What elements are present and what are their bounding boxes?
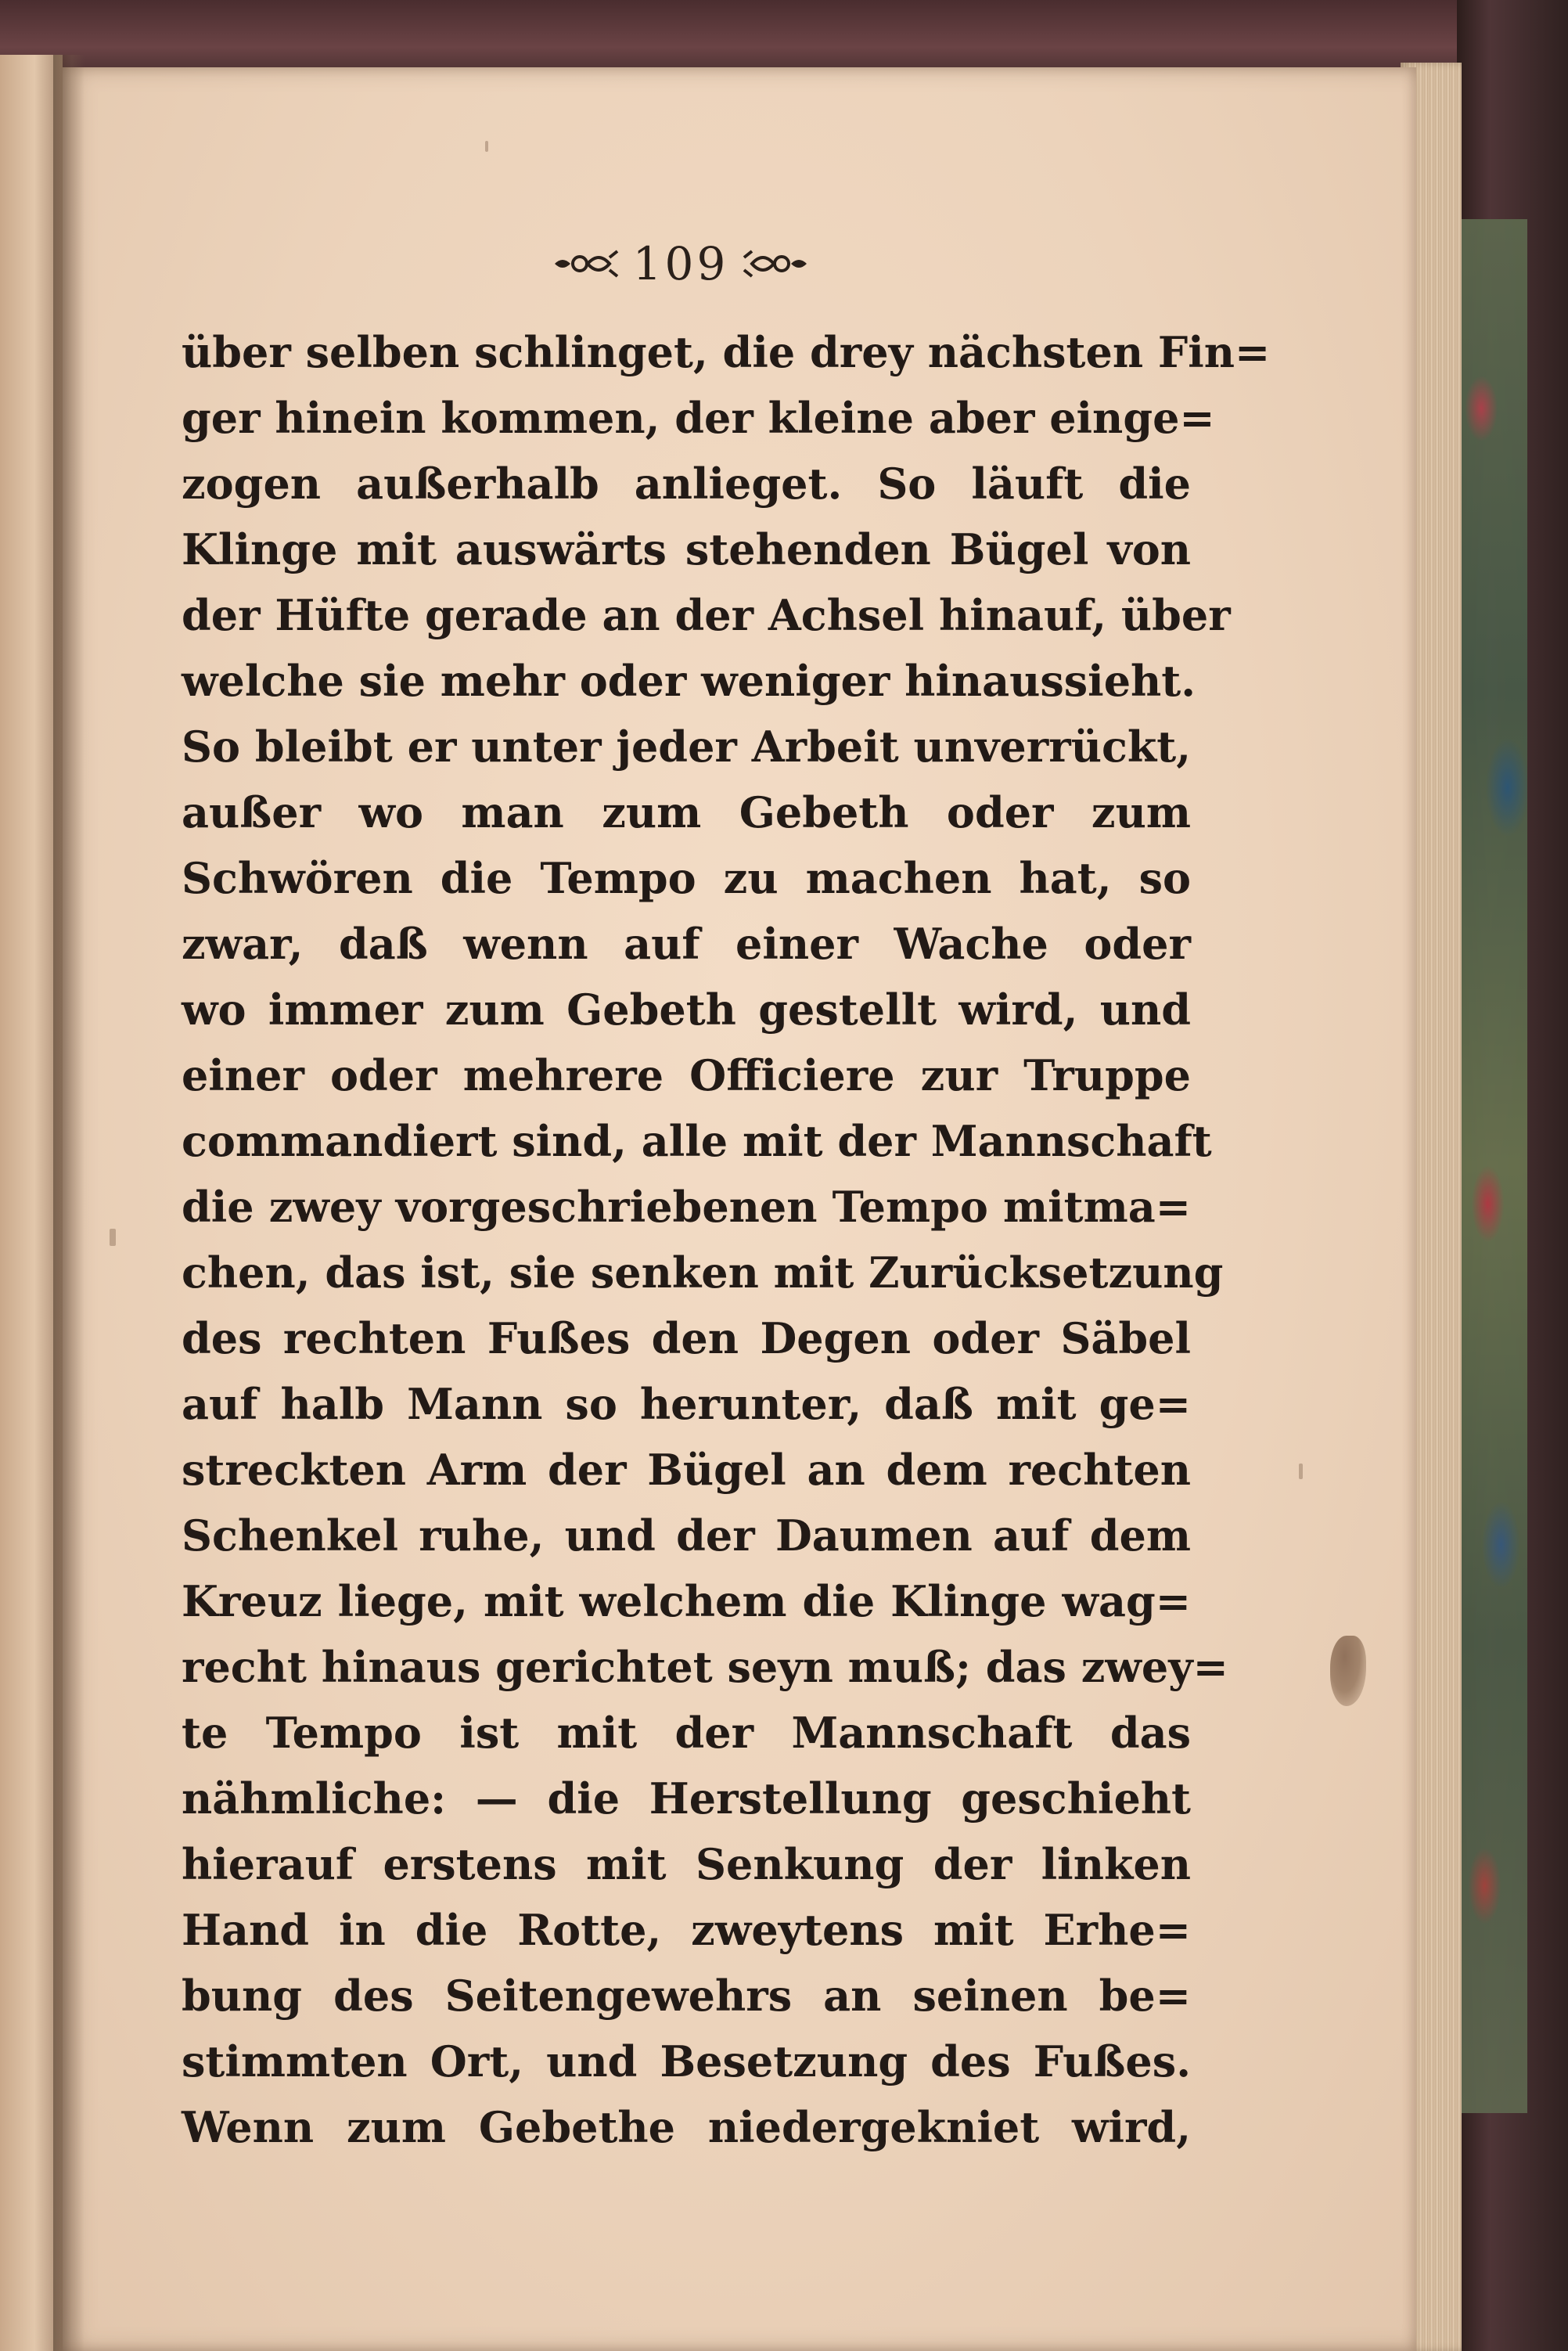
marbled-endpaper	[1462, 219, 1527, 2113]
text-line: bung des Seitengewehrs an seinen be=	[182, 1971, 1191, 2021]
text-line: commandiert sind, alle mit der Mannschaft	[182, 1116, 1212, 1166]
text-line: ger hinein kommen, der kleine aber einge=	[182, 393, 1215, 443]
paper-fleck	[110, 1229, 116, 1246]
text-line: So bleibt er unter jeder Arbeit unverrückt,	[182, 722, 1191, 772]
book-gutter	[53, 55, 85, 2351]
text-line: des rechten Fußes den Degen oder Säbel	[182, 1313, 1191, 1363]
text-line: hierauf erstens mit Senkung der linken	[182, 1839, 1191, 1889]
text-line: auf halb Mann so herunter, daß mit ge=	[182, 1379, 1191, 1429]
text-line: Hand in die Rotte, zweytens mit Erhe=	[182, 1905, 1191, 1955]
page-body-text	[182, 319, 1271, 2152]
text-line: recht hinaus gerichtet seyn muß; das zwey=	[182, 1642, 1228, 1692]
text-line: zwar, daß wenn auf einer Wache oder	[182, 919, 1191, 969]
left-ornament-icon	[552, 240, 619, 287]
text-line: welche sie mehr oder weniger hinaussieht.	[182, 656, 1196, 706]
text-line: der Hüfte gerade an der Achsel hinauf, über	[182, 590, 1231, 640]
text-line: die zwey vorgeschriebenen Tempo mitma=	[182, 1182, 1191, 1232]
text-line: wo immer zum Gebeth gestellt wird, und	[182, 985, 1191, 1035]
text-line: Wenn zum Gebethe niedergekniet wird,	[182, 2102, 1191, 2152]
text-line: stimmten Ort, und Besetzung des Fußes.	[182, 2036, 1191, 2086]
text-line: einer oder mehrere Officiere zur Truppe	[182, 1050, 1191, 1100]
text-line: Kreuz liege, mit welchem die Klinge wag=	[182, 1576, 1191, 1626]
text-line: te Tempo ist mit der Mannschaft das	[182, 1708, 1191, 1758]
text-line: chen, das ist, sie senken mit Zurücksetzung	[182, 1248, 1224, 1298]
page-number: 109	[632, 237, 729, 290]
right-ornament-icon	[743, 240, 810, 287]
text-line: streckten Arm der Bügel an dem rechten	[182, 1445, 1191, 1495]
text-line: Schenkel ruhe, und der Daumen auf dem	[182, 1510, 1191, 1561]
text-line: Schwören die Tempo zu machen hat, so	[182, 853, 1191, 903]
paper-fleck	[485, 141, 488, 152]
text-line: Klinge mit auswärts stehenden Bügel von	[182, 524, 1191, 574]
text-line: außer wo man zum Gebeth oder zum	[182, 787, 1191, 837]
paper-fleck	[1299, 1464, 1303, 1479]
text-line: nähmliche: — die Herstellung geschieht	[182, 1773, 1191, 1824]
page-header	[501, 229, 861, 299]
text-line: zogen außerhalb anlieget. So läuft die	[182, 459, 1191, 509]
text-line: über selben schlinget, die drey nächsten Fin=	[182, 327, 1271, 377]
